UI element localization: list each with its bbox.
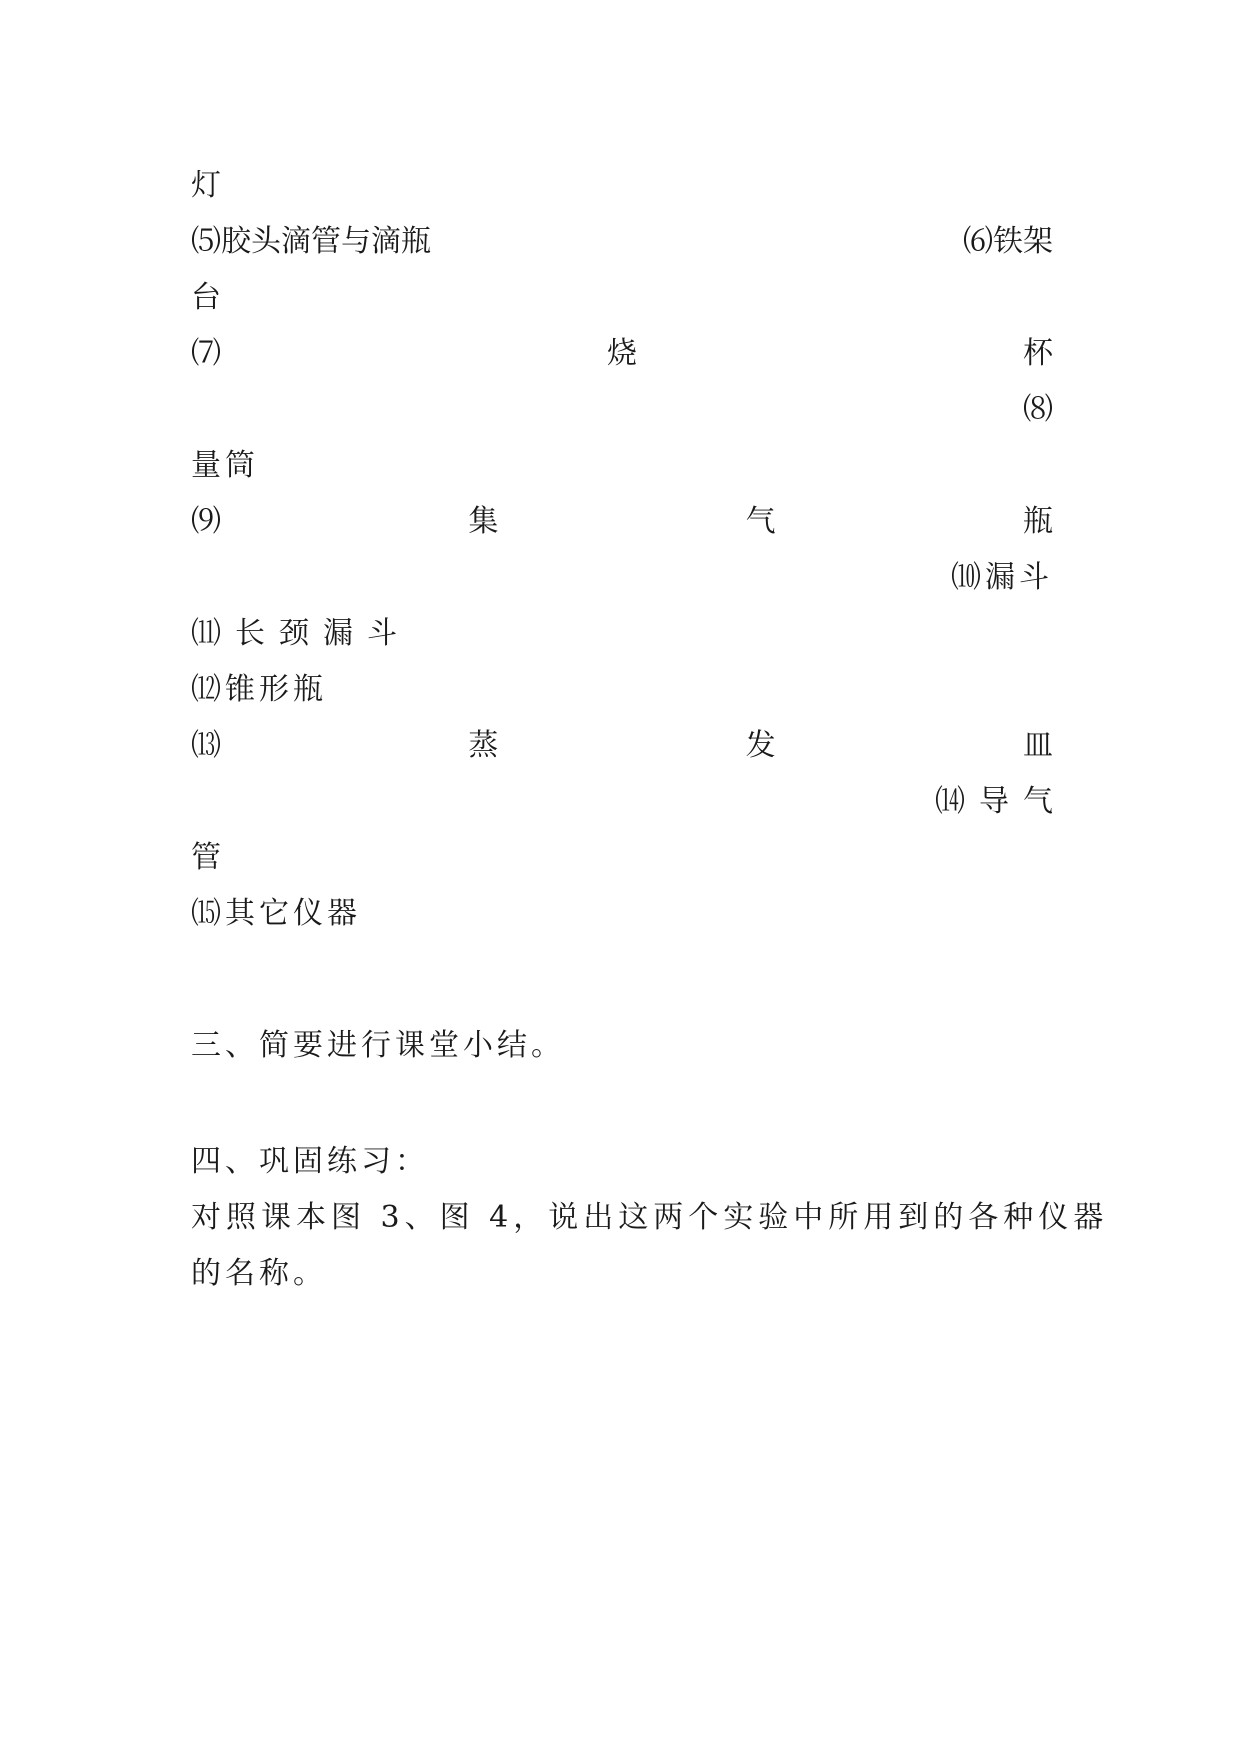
item-gas-tube: ⒁导气 [935,784,1067,819]
item-char: 蒸 [468,728,499,763]
item-dropper: ⑸胶头滴管与滴瓶 [191,224,431,259]
item-char: 发 [745,728,776,763]
item-number: ⒀ [191,728,221,763]
text-line-15-other [191,892,1053,936]
text-line-9-gas-jar [191,500,1053,544]
item-char: 杯 [1023,336,1053,371]
text-line-tube-end [191,836,1053,880]
text-line-14-tube [191,780,1067,824]
body-text: 对照课本图 3、图 4，说出这两个实验中所用到的各种仪器 [191,1200,1109,1235]
item-number: ⑺ [191,336,221,371]
section-3-heading [191,1024,1053,1068]
item-number: ⑻ [1023,392,1053,427]
text-line-8 [191,388,1053,432]
heading-text: 四、巩固练习： [191,1144,429,1179]
item-long-neck-funnel: ⑾长颈漏斗 [191,616,411,651]
section-4-heading [191,1140,1053,1184]
text-line-12-flask [191,668,1053,712]
text-line-10-funnel [191,556,1053,600]
text-line-13-dish [191,724,1053,768]
text-line-5-6 [191,220,1053,264]
item-char: 皿 [1022,728,1053,763]
line-text: 灯 [191,168,225,203]
text-line-7-beaker [191,332,1053,376]
item-char: 气 [745,504,776,539]
item-char: 集 [468,504,499,539]
item-conical-flask: ⑿锥形瓶 [191,672,327,707]
item-char: 瓶 [1022,504,1053,539]
text-line-11-long-funnel [191,612,1053,656]
item-number: ⑼ [191,504,221,539]
text-line-cylinder [191,444,1053,488]
item-char: 烧 [607,336,637,371]
text-line-stand-end [191,276,1053,320]
line-text: 台 [191,280,225,315]
item-funnel: ⑽漏斗 [951,560,1053,595]
line-text: 管 [191,840,225,875]
text-line-lamp [191,164,1053,208]
item-measuring-cylinder: 量筒 [191,448,259,483]
item-iron-stand: ⑹铁架 [963,224,1053,259]
body-text: 的名称。 [191,1256,327,1291]
item-other-instruments: ⒂其它仪器 [191,896,361,931]
heading-text: 三、简要进行课堂小结。 [191,1028,565,1063]
section-4-body-line-1 [191,1196,1109,1240]
section-4-body-line-2 [191,1252,1053,1296]
